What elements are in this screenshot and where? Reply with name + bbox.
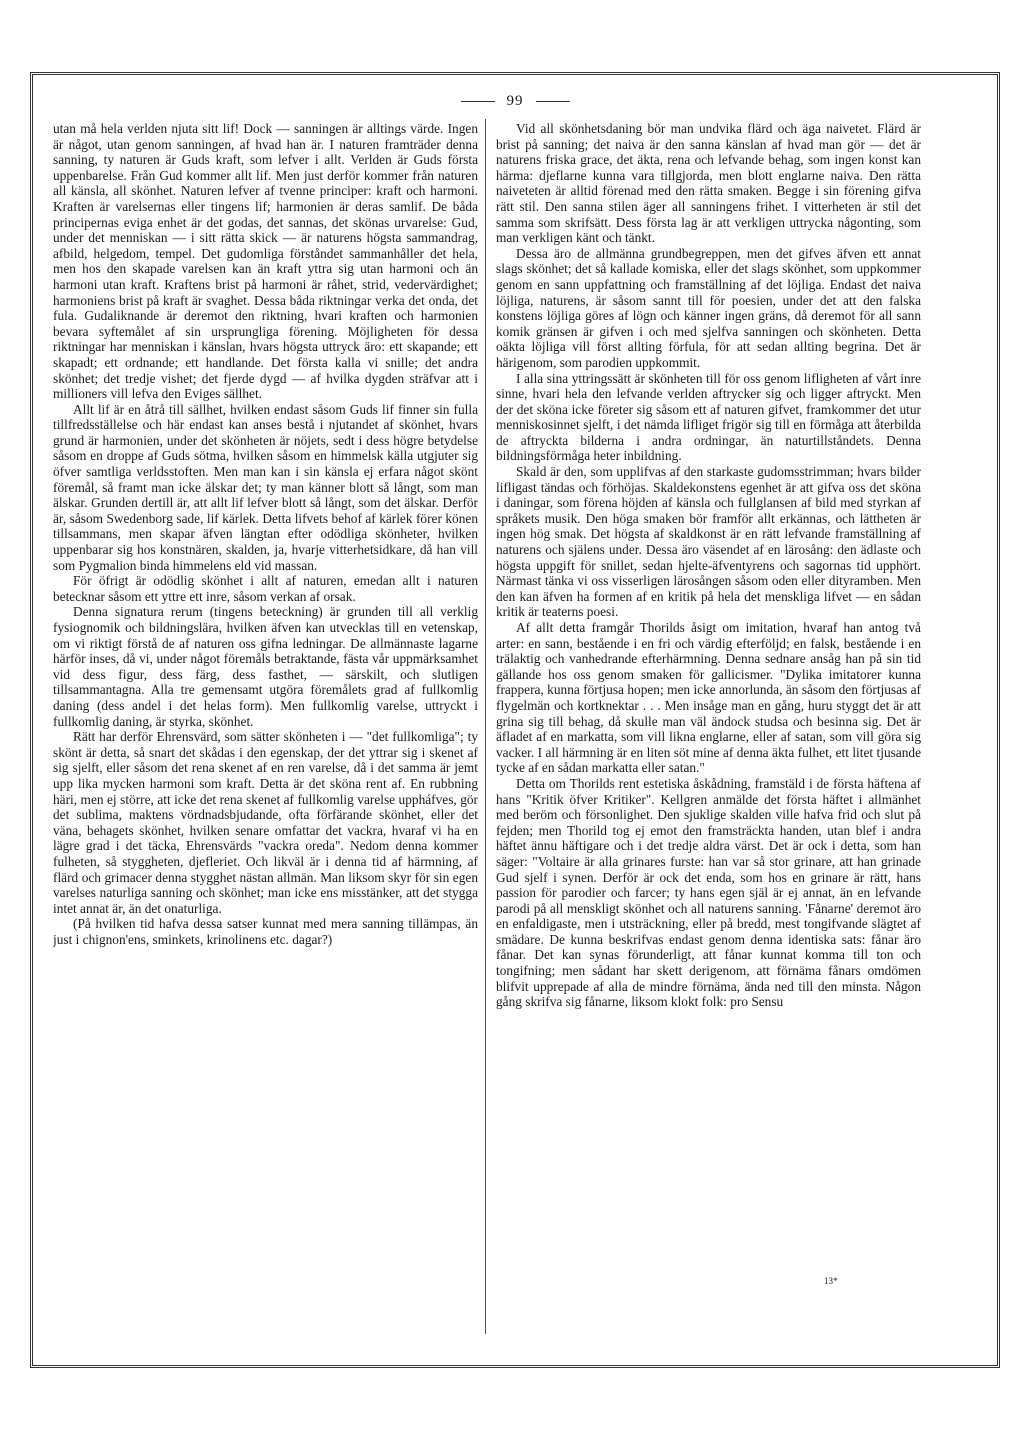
column-divider	[485, 119, 486, 1334]
right-column	[496, 121, 921, 1331]
paragraph: Rätt har derför Ehrensvärd, som sätter skönheten i — "det fullkomliga"; ty skönt är detta, så snart det skådas i den egenskap, der det yttrar sig i skenet af sig sjelft, eller såsom det rena skenet af en ren varelse, då i det samma är jemt upp lika mycken harmoni som kraft. Detta är det sköna rent af. En rubbning häri, men ej större, att icke det rena skenet af fullkomlig varelse uppháfves, gör det sublima, maktens vördnadsbjudande, ofta förfärande skönhet, eller det väna, behagets skönhet, hvilken senare omfattar det vackra, hvaraf vi ha en lägre grad i det täcka, Ehrensvärds "vackra oreda". Nedom denna kommer fulheten, så styggheten, djefleriet. Och likväl är i denna tid af härmning, af flärd och grimacer denna stygghet nästan allmän. Man liksom skyr för sin egen varelses naturliga sanning och skönhet; man icke ens misstänker, att det stygga intet annat är, än det onaturliga.	[53, 729, 478, 916]
paragraph: Detta om Thorilds rent estetiska åskådning, framstäld i de första häftena af hans "Kritik öfver Kritiker". Kellgren anmälde det första häftet i allmänhet med beröm och försonlighet. Den sjuklige skalden ville hafva frid och slut på fejden; men Thorild tog ej emot den framsträckta handen, utan blef i andra häftet ännu häftigare och i det tredje aldra värst. Det är ock i detta, som han säger: "Voltaire är alla grinares furste: han var så stor grinare, att han grinade Gud sjelf i synen. Derför är ock det enda, som hos en grinare är rätt, hans passion för parodier och farcer; ty hans egen själ är ej annat, än en lefvande parodi på all menskligt skönhet och all naturens sanning. 'Fånarne' deremot äro en enfaldigaste, men i utsträckning, eller på bredd, mest tongifvande slägtet af smädare. De kunna beskrifvas endast genom denna identiska sats: fånar äro fånar. Det kan synas förunderligt, att fånar kunnat komma till ton och tongifning; men sådant har skett derigenom, att förnäma fånars omdömen blifvit upprepade af alla de mindre förnäma, ända ned till den minsta. Någon gång skrifva sig fånarne, liksom klokt folk: pro Sensu	[496, 775, 921, 1010]
paragraph: Af allt detta framgår Thorilds åsigt om imitation, hvaraf han antog två arter: en sann, bestående i en fri och värdig efterföljd; en falsk, bestående i en trälaktig och vanhedrande efterhärmning. Denna sednare ansåg han på sin tid gällande hos oss genom smaken för gallicismer. "Dylika imitatorer kunna frappera, kunna förtjusa hopen; men icke annorlunda, än såsom den förtjusas af flygelmän och kortknektar . . . Men insåge man en gång, huru styggt det är att grina sig till behag, då skulle man väl ändock studsa och besinna sig. Det är äfladet af en markatta, som vill likna englarne, eller af satan, som vill göra sig vacker. I all härmning är en liten söt mine af denna äkta fulhet, ett litet tjusande tycke af en sådan markatta eller satan."	[496, 620, 921, 776]
paragraph: Allt lif är en åtrå till sällhet, hvilken endast såsom Guds lif finner sin fulla tillfredsställelse och här endast kan anses bestå i njutandet af skönhet, hvars grund är harmonien, under det skönheten är nöjets, sedt i dess högre betydelse såsom en droppe af Guds sötma, hvilken såsom en himmelsk källa utgjuter sig öfver samtliga verldsstoften. Men man kan i sin känsla ej erfara något skönt föremål, så framt man icke älskar det; ty man känner blott så långt, som man älskar. Grunden dertill är, att allt lif lefver blott så långt, som det älskar. Derför är, såsom Swedenborg sade, lif kärlek. Detta lifvets behof af kärlek förer könen tillsammans, men skapar äfven längtan efter odödliga skönheter, hvilken uppenbarar sig hos konstnären, skalden, ja, hvarje vitterhetsidkare, då han vill som Pygmalion binda himmelens eld vid massan.	[53, 401, 478, 573]
paragraph: (På hvilken tid hafva dessa satser kunnat med mera sanning tillämpas, än just i chignon'ens, sminkets, krinolinens etc. dagar?)	[53, 916, 478, 947]
page-frame	[30, 72, 1000, 1368]
paragraph: Skald är den, som upplifvas af den starkaste gudomsstrimman; hvars bilder lifligast tändas och förhöjas. Skaldekonstens egenhet är att gifva oss det sköna i daningar, som förena höjden af känsla och fullglansen af bild med styrkan af språkets musik. Den höga smaken bör framför allt erkännas, och lättheten är ingen hög smak. Det högsta af skaldkonst är en rätt lefvande framställning af naturens och själens under. Dessa äro väsendet af en lärosång: den ädlaste och högsta uppgift för snillet, sedan hjelte-äfventyrens och sagornas tid upphört. Närmast tänka vi oss visserligen lärosången såsom oden eller dityramben. Men den kan äfven ha formen af en kritik på hela det menskliga lifvet — en sådan kritik är teaterns poesi.	[496, 464, 921, 620]
paragraph: utan må hela verlden njuta sitt lif! Dock — sanningen är alltings värde. Ingen är något, utan genom sanningen, af hvad han är. I naturen framträder denna sanning, ty naturen är Guds kraft, som lefver i allt. Verlden är Guds första uppenbarelse. Från Gud kommer allt lif. Men just derför kommer från naturen all känsla, all skönhet. Naturen lefver af tvenne principer: kraft och harmoni. Kraften är varelsernas eller tingens lif; harmonien är deras samlif. De båda principernas eviga enhet är det godas, det sannas, det skönas urvarelse: Gud, under det menniskan — i sitt rätta skick — är naturens högsta sammandrag, afbild, helgedom, tempel. Det gudomliga förståndet sammanhåller det hela, men hos den skapade varelsen kan än kraft yttra sig utan harmoni och än harmoni utan kraft. Kraftens brist på harmoni är råhet, strid, vedervärdighet; harmoniens brist på kraft är svaghet. Dessa båda riktningar verka det onda, det fula. Gudaliknande är deremot den riktning, hvari kraften och harmonien bevara syftemålet af sin ursprungliga förening. Möjligheten för dessa riktningar har menniskan i känslan, hvars högsta uttryck äro: ett skapande; ett skapadt; ett ordnande; ett handlande. Det första kalla vi snille; det andra skönhet; det tredje vishet; det fjerde dygd — af hvilka dygden sträfvar att i millioners vill lefva den Eviges sällhet.	[53, 121, 478, 402]
header-rule-left	[461, 101, 495, 102]
paragraph: Dessa äro de allmänna grundbegreppen, men det gifves äfven ett annat slags skönhet; det så kallade komiska, eller det slags skönhet, som uppkommer genom en sann uppfattning och framställning af det löjliga. Endast det naiva löjliga, naturens, är såsom sannt till för poesien, under det att den falska konstens löjliga göres af lögn och känner ingen gräns, då deremot för all sann komik gränsen är gifven i och med sjelfva sanningen och skönheten. Detta oäkta löjliga vill först allting förfula, för att sedan allting begrina. Det är härigenom, som parodien uppkommit.	[496, 245, 921, 370]
paragraph: För öfrigt är odödlig skönhet i allt af naturen, emedan allt i naturen betecknar såsom ett yttre ett inre, såsom verkan af orsak.	[53, 573, 478, 604]
page-header	[33, 93, 997, 110]
paragraph: Vid all skönhetsdaning bör man undvika flärd och äga naivetet. Flärd är brist på sanning; det naiva är den sanna känslan af hvad man gör — det är naturens friska grace, det äkta, rena och lefvande behag, som ingen konst kan härma: djeflarne kunna vara tillgjorda, men blott englarne naiva. Den rätta naiveteten är alltid förenad med den rätta smaken. Begge i sin förening gifva rätt stil. Den sanna stilen äger all sanningens frihet. I vitterheten är stil det samma som skrifsätt. Dess första lag är att verkligen uttrycka någonting, som man verkligen känt och tänkt.	[496, 121, 921, 246]
page-number: 99	[506, 93, 524, 109]
left-column	[53, 121, 478, 1331]
printer-signature: 13*	[824, 1276, 838, 1286]
paragraph: Denna signatura rerum (tingens beteckning) är grunden till all verklig fysiognomik och bildningslära, hvilken äfven kan utvecklas till en vetenskap, om vi riktigt förstå de af naturen oss gifna ledningar. De allmännaste lagarne härför inses, då vi, under något föremåls betraktande, fästa vår uppmärksamhet vid dess figur, dess färg, dess fasthet, — särskilt, och slutligen tillsammantagna. Alla tre gemensamt utgöra föremålets grad af fullkomlig daning (dess andel i det helas form). Men fullkomlig varelse, uttryckt i fullkomlig daning, är styrka, skönhet.	[53, 604, 478, 729]
header-rule-right	[536, 101, 570, 102]
paragraph: I alla sina yttringssätt är skönheten till för oss genom lifligheten af vårt inre sinne, hvari hela den lefvande verlden aftrycker sig och ligger aftryckt. Men der det sköna icke företer sig såsom ett af naturen gifvet, framkommer det utur menniskosinnet sjelft, i det nämda lifliget frigör sig till en förmåga att återbilda de aftryckta bilderna i andra ordningar, än naturtillståndets. Denna bildningsförmåga heter inbildning.	[496, 370, 921, 464]
